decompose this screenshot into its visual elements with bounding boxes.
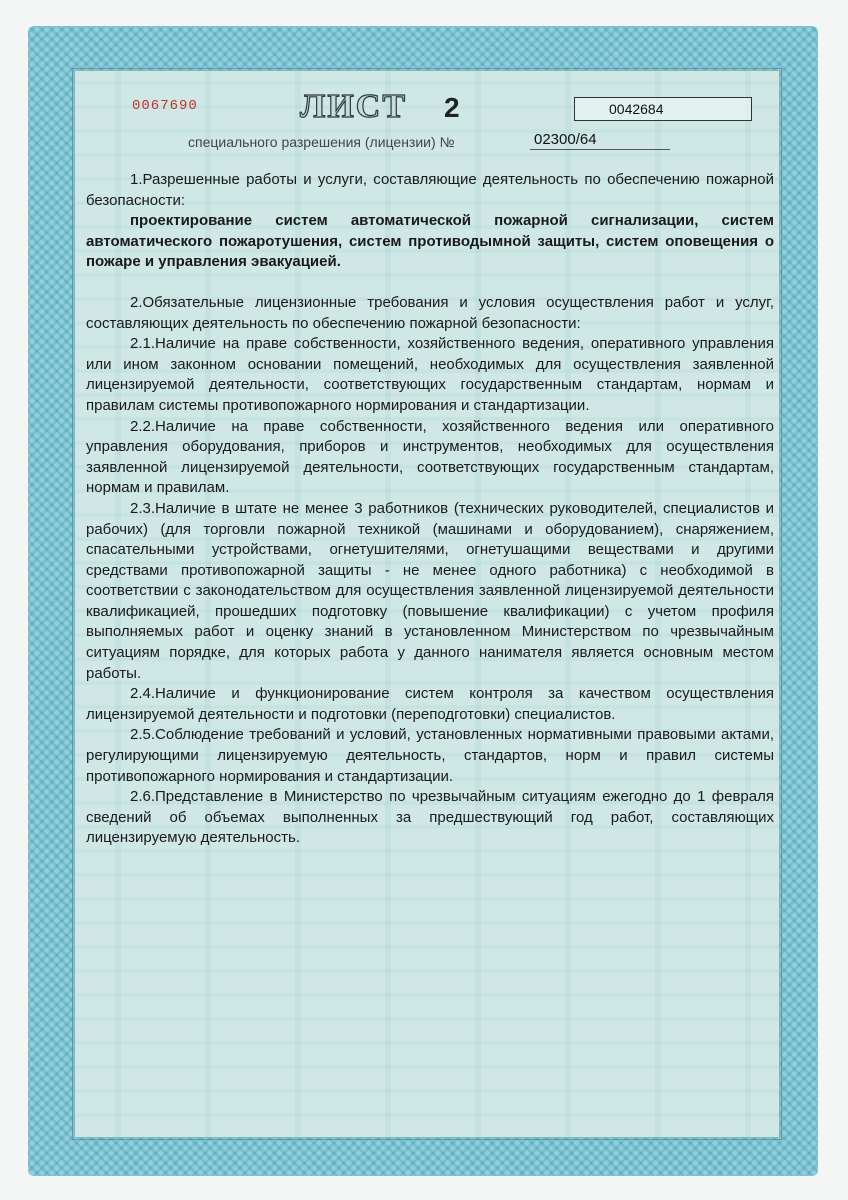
- license-number: 02300/64: [534, 131, 597, 148]
- license-underline: [530, 149, 670, 150]
- registration-number: 0042684: [609, 101, 664, 117]
- requirement-item: 2.4.Наличие и функционирование систем контроля за качеством осуществления лицензируемой деятельности и подготовки (переподготовки) специалистов.: [86, 685, 774, 723]
- document-text: [86, 170, 774, 849]
- requirement-item: 2.6.Представление в Министерство по чрезвычайным ситуациям ежегодно до 1 февраля сведений об объемах выполненных за предшествующий год работ, составляющих лицензируемую деятельность.: [86, 788, 774, 847]
- requirement-item: 2.3.Наличие в штате не менее 3 работников (технических руководителей, специалистов и рабочих) (для торговли пожарной техникой (машинами и оборудованием), снаряжением, спасательными устройствами, огнетушителями, огнетушащими веществами и другими средствами противопожарной защиты - не менее одного работника) с необходимой в соответствии с законодательством для осуществления заявленной лицензируемой деятельности квалификацией, прошедших подготовку (повышение квалификации) с учетом профиля выполняемых работ и оценку знаний в установленном Министерством по чрезвычайным ситуациям порядке, для которых работа у данного нанимателя является основным местом работы.: [86, 499, 774, 682]
- serial-number: 0067690: [132, 98, 198, 114]
- requirement-item: 2.2.Наличие на праве собственности, хозяйственного ведения или оперативного управления оборудования, приборов и инструментов, необходимых для осуществления заявленной лицензируемой деятельности, соответствующих государственным стандартам, нормам и правилам.: [86, 417, 774, 497]
- requirement-item: 2.1.Наличие на праве собственности, хозяйственного ведения, оперативного управления или ином законном основании помещений, необходимых для осуществления заявленной лицензируемой деятельности, соответствующих государственным стандартам, нормам и правилам системы противопожарного нормирования и стандартизации.: [86, 335, 774, 414]
- sheet-title: ЛИСТ: [300, 88, 408, 125]
- section2-intro: 2.Обязательные лицензионные требования и условия осуществления работ и услуг, составляющих деятельность по обеспечению пожарной безопасности:: [86, 293, 774, 332]
- section1-intro: 1.Разрешенные работы и услуги, составляющие деятельность по обеспечению пожарной безопасности:: [86, 171, 774, 209]
- section1-works: проектирование систем автоматической пожарной сигнализации, систем автоматического пожаротушения, систем противодымной защиты, систем оповещения о пожаре и управления эвакуацией.: [86, 212, 774, 271]
- registration-box: [574, 97, 752, 121]
- license-caption: специального разрешения (лицензии) №: [188, 134, 455, 150]
- requirement-item: 2.5.Соблюдение требований и условий, установленных нормативными правовыми актами, регулирующими лицензируемую деятельность, стандартов, норм и правил системы противопожарного нормирования и стандартизации.: [86, 726, 774, 785]
- sheet-number: 2: [444, 92, 460, 123]
